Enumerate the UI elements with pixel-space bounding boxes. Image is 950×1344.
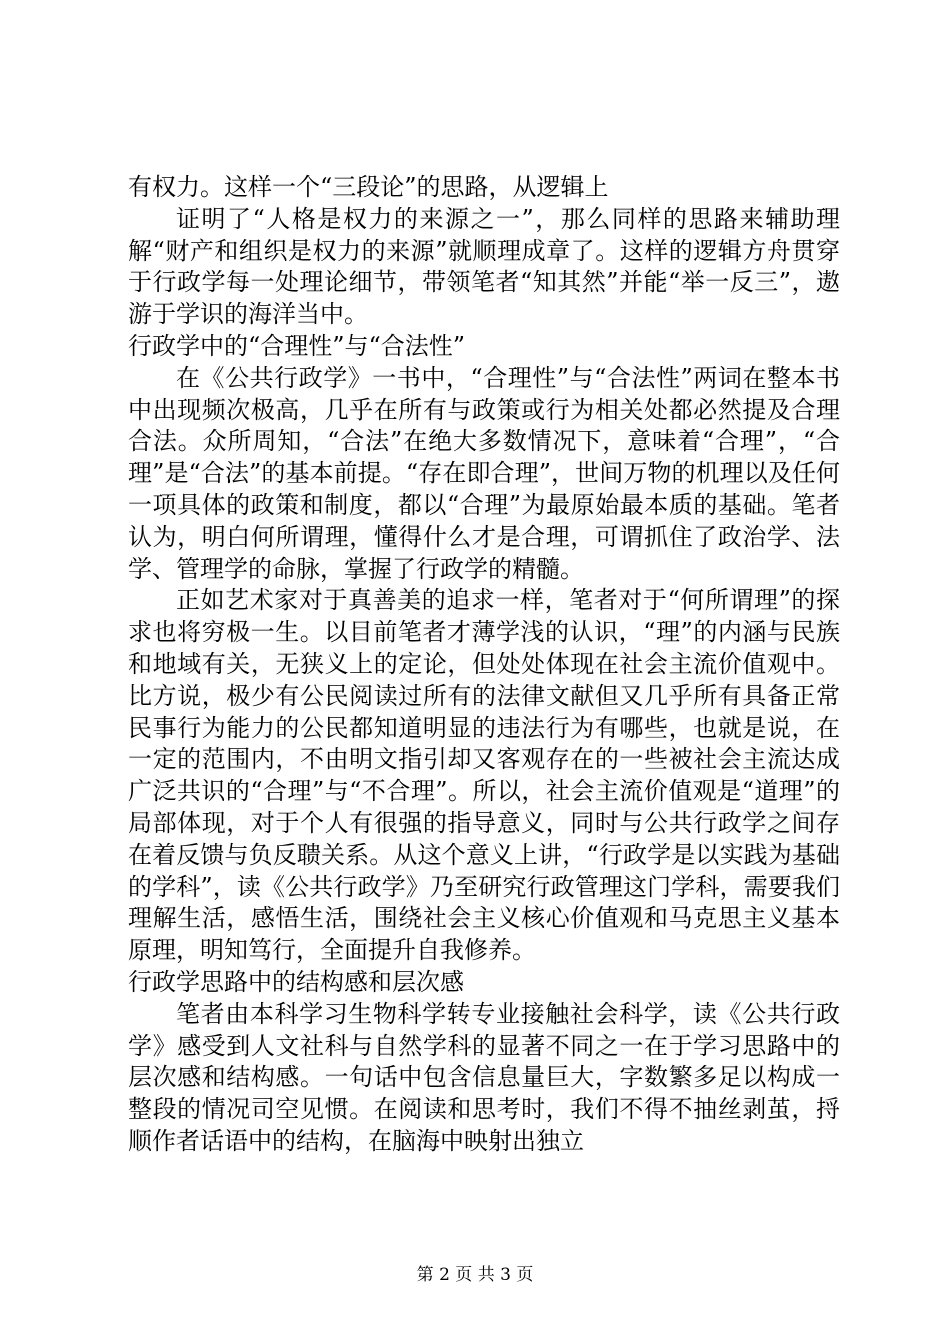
paragraph: 在《公共行政学》一书中，“合理性”与“合法性”两词在整本书中出现频次极高，几乎在所有与政策或行为相关处都必然提及合理合法。众所周知，“合法”在绝大多数情况下，意味着“合理”，“合理”是“合法”的基本前提。“存在即合理”，世间万物的机理以及任何一项具体的政策和制度，都以“合理”为最原始最本质的基础。笔者认为，明白何所谓理，懂得什么才是合理，可谓抓住了政治学、法学、管理学的命脉，掌握了行政学的精髓。 <box>128 363 840 583</box>
paragraph: 正如艺术家对于真善美的追求一样，笔者对于“何所谓理”的探求也将穷极一生。以目前笔者才薄学浅的认识，“理”的内涵与民族和地域有关，无狭义上的定论，但处处体现在社会主流价值观中。比方说，极少有公民阅读过所有的法律文献但又几乎所有具备正常民事行为能力的公民都知道明显的违法行为有哪些，也就是说，在一定的范围内，不由明文指引却又客观存在的一些被社会主流达成广泛共识的“合理”与“不合理”。所以，社会主流价值观是“道理”的局部体现，对于个人有很强的指导意义，同时与公共行政学之间存在着反馈与负反聩关系。从这个意义上讲，“行政学是以实践为基础的学科”，读《公共行政学》乃至研究行政管理这门学科，需要我们理解生活，感悟生活，围绕社会主义核心价值观和马克思主义基本原理，明知笃行，全面提升自我修养。 <box>128 586 840 965</box>
paragraph: 证明了“人格是权力的来源之一”，那么同样的思路来辅助理解“财产和组织是权力的来源”就顺理成章了。这样的逻辑方舟贯穿于行政学每一处理论细节，带领笔者“知其然”并能“举一反三”，遨游于学识的海洋当中。 <box>128 204 840 329</box>
page-footer: 第 2 页 共 3 页 <box>416 1265 534 1285</box>
paragraph-continuation: 有权力。这样一个“三段论”的思路，从逻辑上 <box>128 173 609 201</box>
paragraph: 笔者由本科学习生物科学转专业接触社会科学，读《公共行政学》感受到人文社科与自然学科的显著不同之一在于学习思路中的层次感和结构感。一句话中包含信息量巨大，字数繁多足以构成一整段的情况司空见惯。在阅读和思考时，我们不得不抽丝剥茧，捋顺作者话语中的结构，在脑海中映射出独立 <box>128 999 840 1155</box>
document-body <box>128 172 840 1158</box>
section-heading: 行政学中的“合理性”与“合法性” <box>128 331 466 360</box>
section-heading: 行政学思路中的结构感和层次感 <box>128 967 464 996</box>
